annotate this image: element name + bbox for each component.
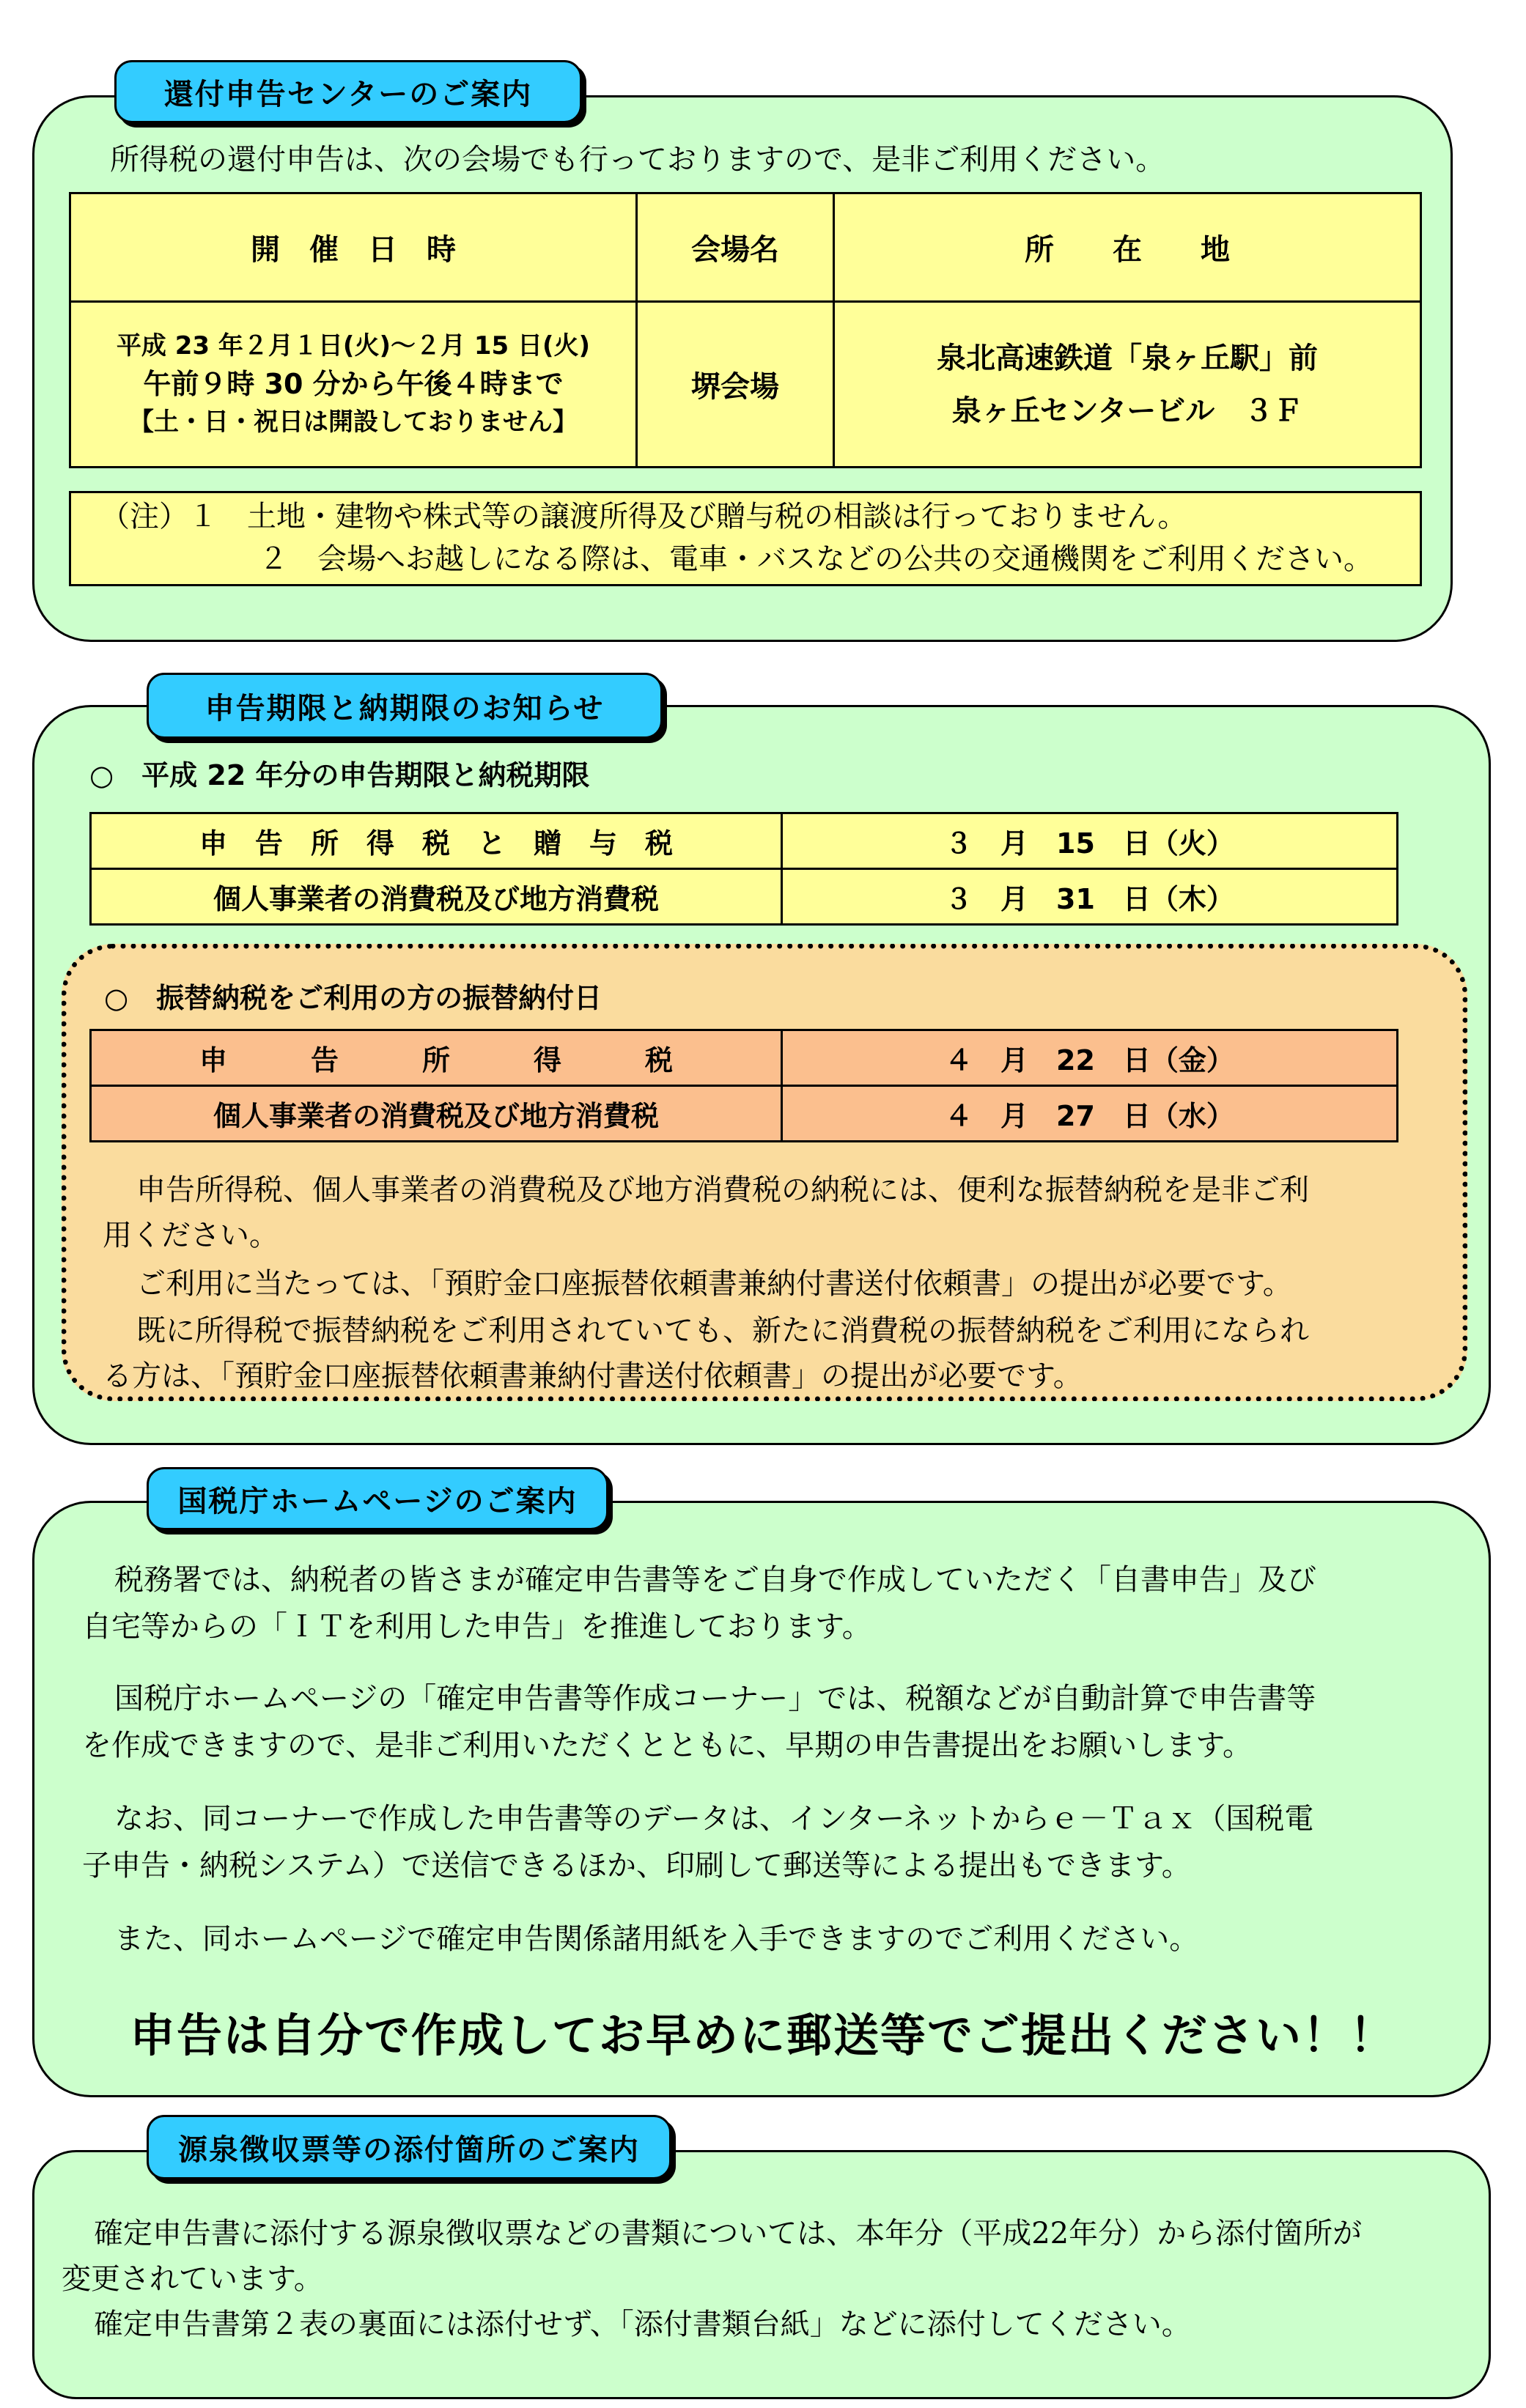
event-date-line: 平成 23 年２月１日(火)～２月 15 日(火) [116, 330, 591, 361]
nta-para-2a: 国税庁ホームページの「確定申告書等作成コーナー」では、税額などが自動計算で申告書等 [114, 1682, 1316, 1715]
attachment-para-1a: 確定申告書に添付する源泉徴収票などの書類については、本年分（平成22年分）から添付箇所が [94, 2217, 1363, 2250]
refund-center-table [69, 192, 1422, 468]
slogan: 申告は自分で作成してお早めに郵送等でご提出ください！！ [129, 2009, 1396, 2062]
transfer-label-consumption: 個人事業者の消費税及び地方消費税 [91, 1086, 782, 1142]
transfer-date-income: ４ 月 22 日（金） [782, 1030, 1398, 1086]
nta-para-3b: 子申告・納税システム）で送信できるほか、印刷して郵送等による提出もできます。 [82, 1849, 1191, 1883]
deadline-date-income-gift: ３ 月 15 日（火） [782, 813, 1398, 869]
transfer-table [89, 1029, 1398, 1142]
address-line-2: 泉ヶ丘センタービル ３Ｆ [951, 394, 1303, 428]
transfer-para-3a: 既に所得税で振替納税をご利用されていても、新たに消費税の振替納税をご利用になられ [136, 1314, 1309, 1348]
section-title-attachment: 源泉徴収票等の添付箇所のご案内 [147, 2115, 671, 2179]
header-venue: 会場名 [637, 193, 834, 302]
event-venue: 堺会場 [637, 302, 834, 468]
event-closed-note: 【土・日・祝日は開設しておりません】 [129, 407, 578, 437]
attachment-para-2: 確定申告書第２表の裏面には添付せず、「添付書類台紙」などに添付してください。 [94, 2308, 1191, 2341]
transfer-heading: ○ 振替納税をご利用の方の振替納付日 [104, 982, 602, 1014]
section-title-deadlines: 申告期限と納期限のお知らせ [147, 673, 663, 739]
nta-para-2b: を作成できますので、是非ご利用いただくとともに、早期の申告書提出をお願いします。 [82, 1729, 1252, 1762]
address-line-1: 泉北高速鉄道「泉ヶ丘駅」前 [937, 341, 1318, 375]
deadline-table [89, 812, 1398, 926]
event-time-line: 午前９時 30 分から午後４時まで [143, 367, 564, 400]
event-datetime [70, 302, 637, 468]
header-date: 開 催 日 時 [70, 193, 637, 302]
refund-notes [69, 491, 1422, 586]
section-title-refund-center: 還付申告センターのご案内 [114, 60, 582, 123]
event-address [834, 302, 1421, 468]
transfer-date-consumption: ４ 月 27 日（水） [782, 1086, 1398, 1142]
note-1: （注）１ 土地・建物や株式等の譲渡所得及び贈与税の相談は行っておりません。 [100, 500, 1187, 533]
deadline-label-income-gift: 申 告 所 得 税 と 贈 与 税 [91, 813, 782, 869]
nta-para-4: また、同ホームページで確定申告関係諸用紙を入手できますのでご利用ください。 [114, 1922, 1199, 1956]
note-2: ２ 会場へお越しになる際は、電車・バスなどの公共の交通機関をご利用ください。 [259, 542, 1373, 576]
refund-intro: 所得税の還付申告は、次の会場でも行っておりますので、是非ご利用ください。 [110, 143, 1165, 177]
section-title-nta-homepage: 国税庁ホームページのご案内 [147, 1467, 608, 1530]
transfer-para-1b: 用ください。 [103, 1219, 279, 1252]
transfer-label-income: 申 告 所 得 税 [91, 1030, 782, 1086]
header-address: 所 在 地 [834, 193, 1421, 302]
transfer-para-3b: る方は、「預貯金口座振替依頼書兼納付書送付依頼書」の提出が必要です。 [103, 1359, 1083, 1393]
deadline-label-consumption: 個人事業者の消費税及び地方消費税 [91, 869, 782, 925]
transfer-para-2: ご利用に当たっては、「預貯金口座振替依頼書兼納付書送付依頼書」の提出が必要です。 [136, 1267, 1292, 1301]
nta-para-1a: 税務署では、納税者の皆さまが確定申告書等をご自身で作成していただく「自書申告」及び [114, 1563, 1316, 1597]
deadline-heading: ○ 平成 22 年分の申告期限と納税期限 [89, 759, 590, 791]
transfer-para-1a: 申告所得税、個人事業者の消費税及び地方消費税の納税には、便利な振替納税を是非ご利 [136, 1173, 1309, 1207]
attachment-para-1b: 変更されています。 [62, 2262, 323, 2296]
nta-para-3a: なお、同コーナーで作成した申告書等のデータは、インターネットからｅ－Ｔａｘ（国税電 [114, 1802, 1314, 1836]
nta-para-1b: 自宅等からの「ＩＴを利用した申告」を推進しております。 [82, 1610, 871, 1644]
deadline-date-consumption: ３ 月 31 日（木） [782, 869, 1398, 925]
